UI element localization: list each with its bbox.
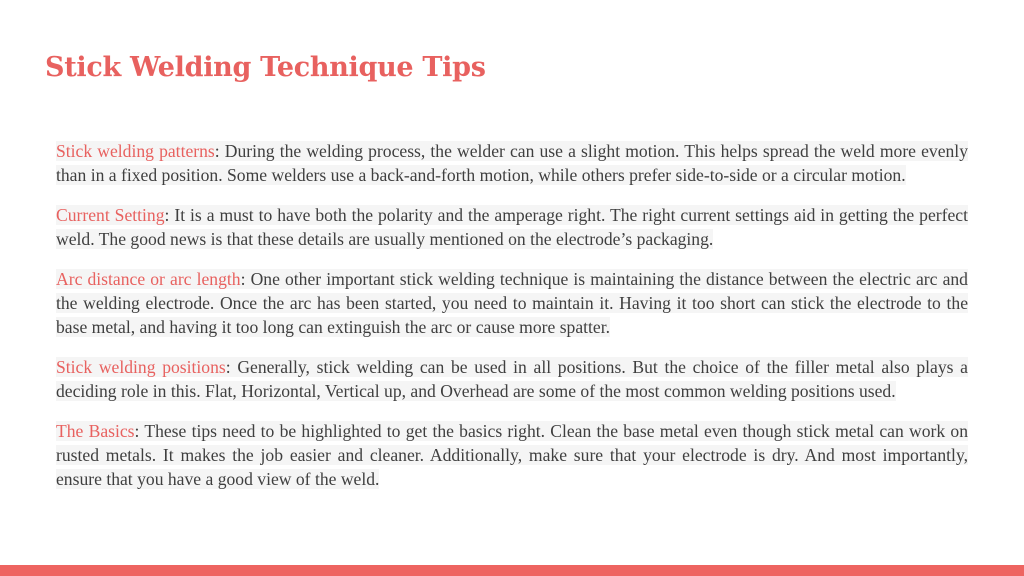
tip-body: : It is a must to have both the polarity and the amperage right. The right current settings aid in getting the perfect weld. The good news is that these details are usually mentioned on the electrode’s packaging. — [56, 205, 968, 249]
tip-heading: Current Setting — [56, 205, 165, 226]
tip-arc-distance — [56, 268, 968, 339]
tip-stick-welding-positions — [56, 356, 968, 404]
tip-heading: The Basics — [56, 421, 135, 442]
tip-stick-welding-patterns — [56, 140, 968, 188]
slide-title: Stick Welding Technique Tips — [45, 52, 486, 83]
tip-body: : During the welding process, the welder can use a slight motion. This helps spread the weld more evenly than in a fixed position. Some welders use a back-and-forth motion, while others prefer side-to-side or a circular motion. — [56, 141, 968, 185]
tip-body: : Generally, stick welding can be used in all positions. But the choice of the filler metal also plays a deciding role in this. Flat, Horizontal, Vertical up, and Overhead are some of the most common welding positions used. — [56, 357, 968, 401]
tip-the-basics — [56, 420, 968, 491]
tip-body: : One other important stick welding technique is maintaining the distance between the electric arc and the welding electrode. Once the arc has been started, you need to maintain it. Having it too short can stick the electrode to the base metal, and having it too long can extinguish the arc or cause more spatter. — [56, 269, 968, 337]
tip-heading: Stick welding positions — [56, 357, 226, 378]
tip-heading: Arc distance or arc length — [56, 269, 241, 290]
tip-body: : These tips need to be highlighted to get the basics right. Clean the base metal even though stick metal can work on rusted metals. It makes the job easier and cleaner. Additionally, make sure that your electrode is dry. And most importantly, ensure that you have a good view of the weld. — [56, 421, 969, 489]
tip-current-setting — [56, 204, 968, 252]
tip-heading: Stick welding patterns — [56, 141, 215, 161]
bottom-accent-bar — [0, 565, 1024, 576]
tips-list — [56, 140, 968, 508]
